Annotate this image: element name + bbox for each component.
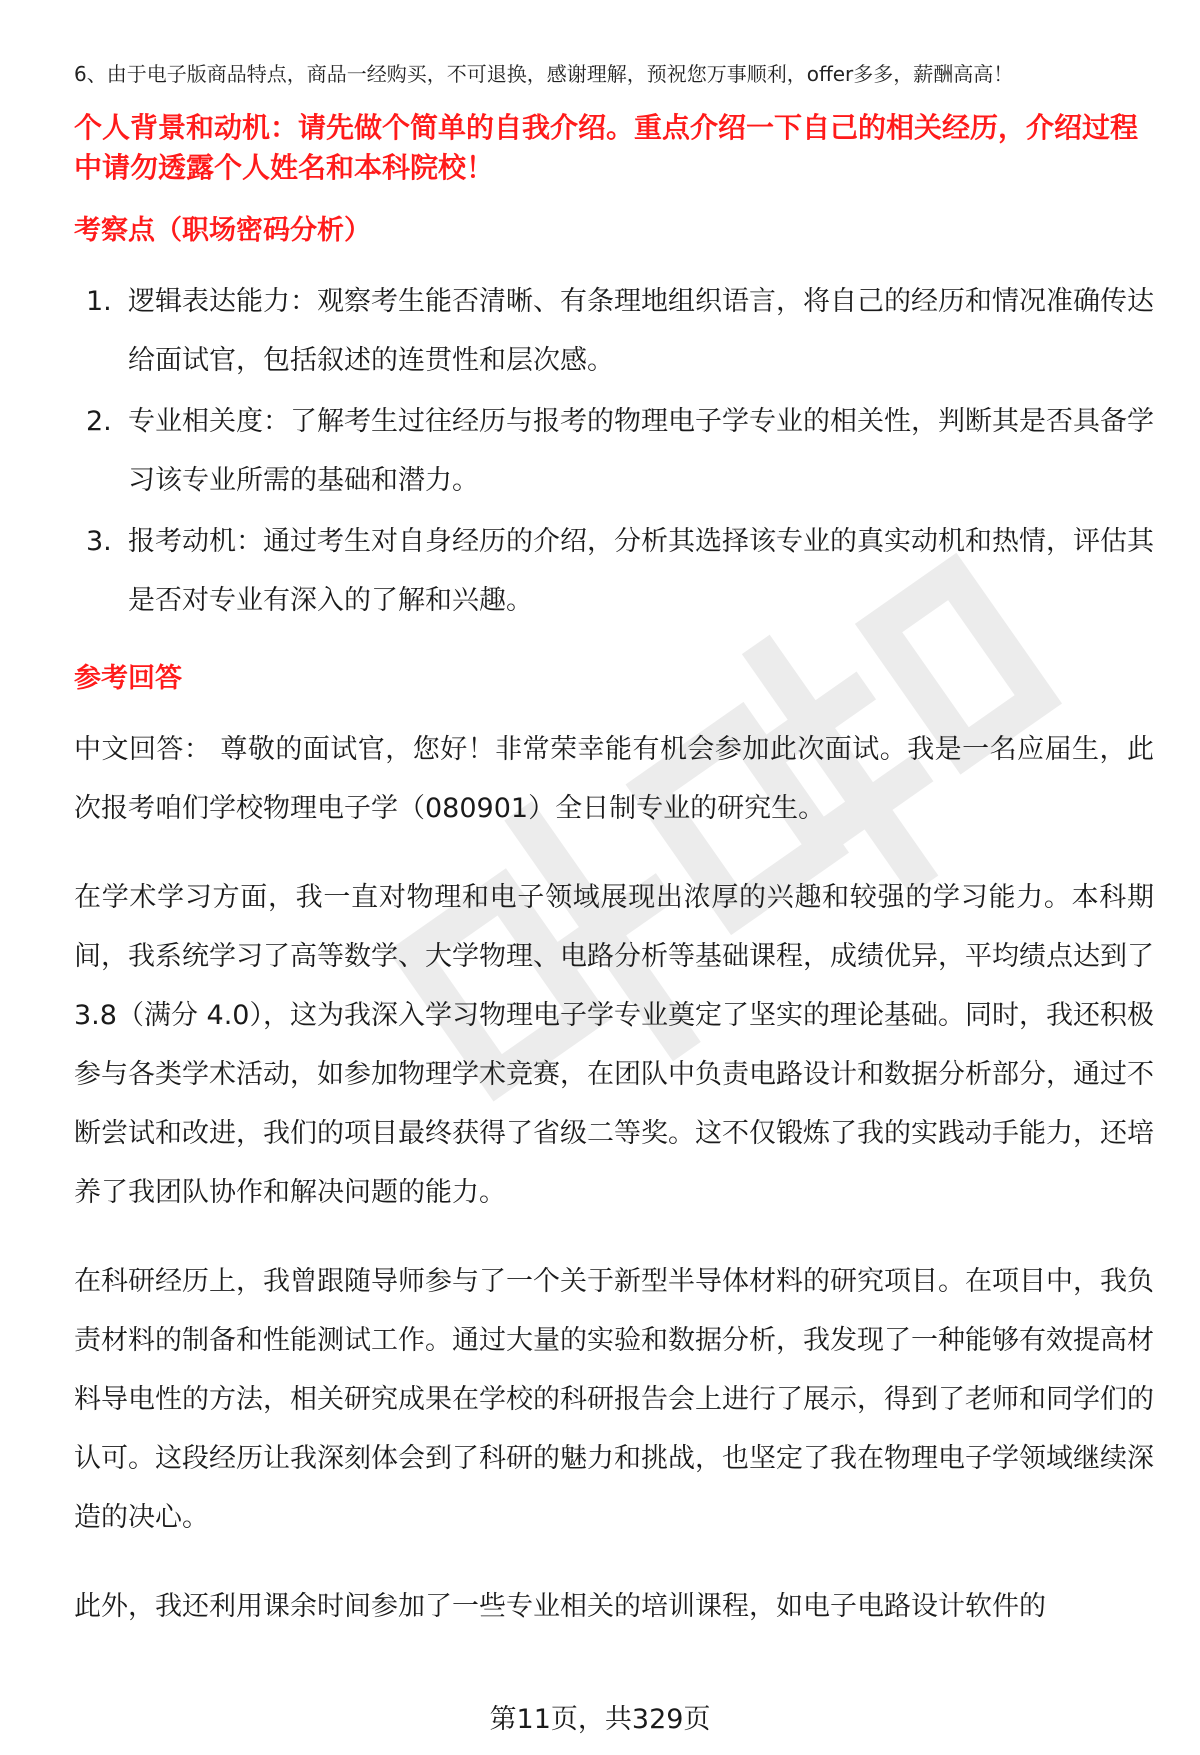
- purchase-note: 6、由于电子版商品特点，商品一经购买，不可退换，感谢理解，预祝您万事顺利，offer多多，薪酬高高！: [74, 62, 1014, 86]
- answer-paragraph: 在学术学习方面，我一直对物理和电子领域展现出浓厚的兴趣和较强的学习能力。本科期间，我系统学习了高等数学、大学物理、电路分析等基础课程，成绩优异，平均绩点达到了 3.8（满分 4.0），这为我深入学习物理电子学专业奠定了坚实的理论基础。同时，我还积极参与各类学术活动，如参加物理学术竞赛，在团队中负责电路设计和数据分析部分，通过不断尝试和改进，我们的项目最终获得了省级二等奖。这不仅锻炼了我的实践动手能力，还培养了我团队协作和解决问题的能力。: [74, 882, 1154, 1208]
- interview-question: 个人背景和动机：请先做个简单的自我介绍。重点介绍一下自己的相关经历，介绍过程中请勿透露个人姓名和本科院校！: [74, 111, 1139, 184]
- list-item-number: 3.: [86, 526, 112, 557]
- list-item-text: 专业相关度：了解考生过往经历与报考的物理电子学专业的相关性，判断其是否具备学习该专业所需的基础和潜力。: [128, 406, 1154, 496]
- answer-paragraph: 此外，我还利用课余时间参加了一些专业相关的培训课程，如电子电路设计软件的: [74, 1591, 1046, 1622]
- list-item-text: 报考动机：通过考生对自身经历的介绍，分析其选择该专业的真实动机和热情，评估其是否对专业有深入的了解和兴趣。: [128, 526, 1154, 616]
- assessment-points-list: [74, 272, 1154, 630]
- answer-paragraph: 在科研经历上，我曾跟随导师参与了一个关于新型半导体材料的研究项目。在项目中，我负责材料的制备和性能测试工作。通过大量的实验和数据分析，我发现了一种能够有效提高材料导电性的方法，相关研究成果在学校的科研报告会上进行了展示，得到了老师和同学们的认可。这段经历让我深刻体会到了科研的魅力和挑战，也坚定了我在物理电子学领域继续深造的决心。: [74, 1266, 1154, 1533]
- list-item-number: 1.: [86, 286, 112, 317]
- section-heading-answer: 参考回答: [74, 663, 182, 694]
- list-item-number: 2.: [86, 406, 112, 437]
- page-content: [74, 58, 1154, 1666]
- list-item-text: 逻辑表达能力：观察考生能否清晰、有条理地组织语言，将自己的经历和情况准确传达给面试官，包括叙述的连贯性和层次感。: [128, 286, 1154, 376]
- answer-paragraph: 中文回答： 尊敬的面试官，您好！非常荣幸能有机会参加此次面试。我是一名应届生，此次报考咱们学校物理电子学（080901）全日制专业的研究生。: [74, 734, 1154, 824]
- list-item: [74, 272, 1154, 390]
- list-item: [74, 392, 1154, 510]
- list-item: [74, 512, 1154, 630]
- page-number-footer: 第11页，共329页: [489, 1704, 711, 1735]
- section-heading-points: 考察点（职场密码分析）: [74, 215, 371, 246]
